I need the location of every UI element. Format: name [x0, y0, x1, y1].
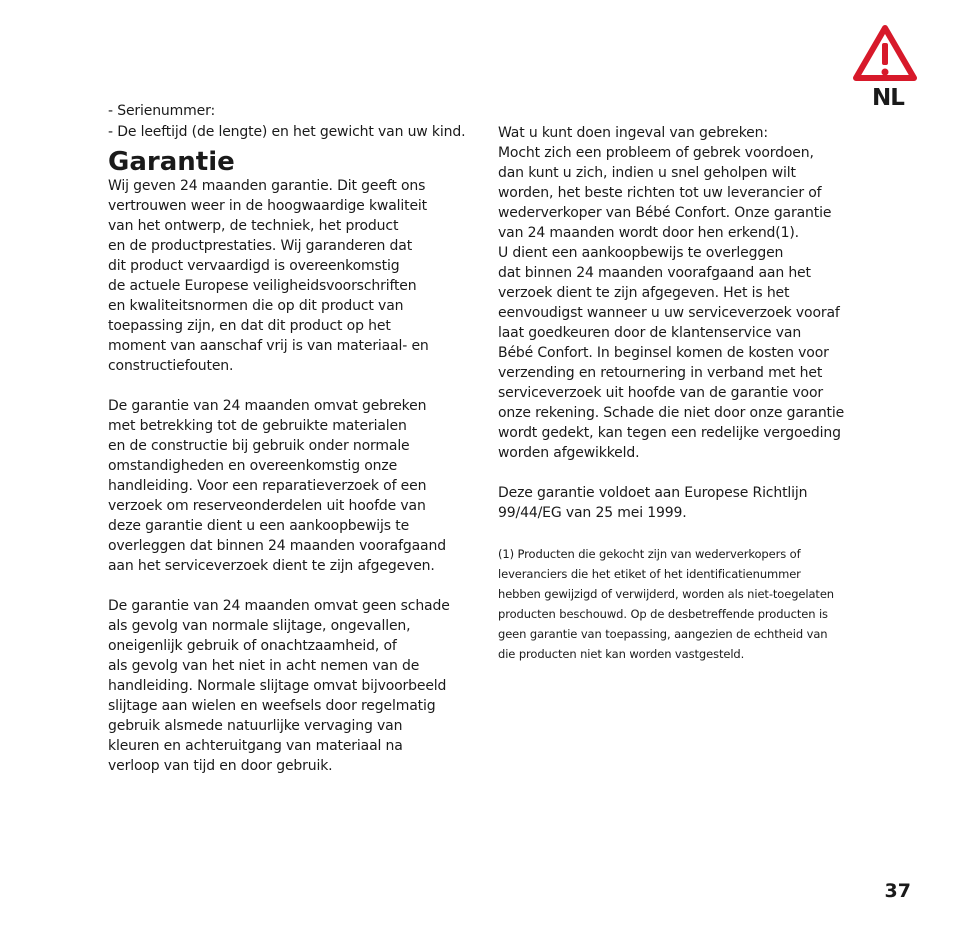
paragraph-line: U dient een aankoopbewijs te overleggen: [498, 245, 784, 261]
footnote-line: hebben gewijzigd of verwijderd, worden als niet-toegelaten: [498, 587, 834, 601]
paragraph-line: dat binnen 24 maanden voorafgaand aan het: [498, 265, 811, 281]
paragraph-line: Wij geven 24 maanden garantie. Dit geeft ons: [108, 178, 426, 194]
paragraph-line: dan kunt u zich, indien u snel geholpen wilt: [498, 165, 796, 181]
paragraph-line: aan het serviceverzoek dient te zijn afgegeven.: [108, 558, 435, 574]
paragraph-line: vertrouwen weer in de hoogwaardige kwaliteit: [108, 198, 427, 214]
paragraph-line: handleiding. Normale slijtage omvat bijvoorbeeld: [108, 678, 447, 694]
paragraph-line: wederverkoper van Bébé Confort. Onze garantie: [498, 205, 832, 221]
paragraph-line: worden afgewikkeld.: [498, 445, 640, 461]
paragraph-line: met betrekking tot de gebruikte materialen: [108, 418, 407, 434]
language-code: NL: [872, 85, 904, 111]
paragraph-line: De garantie van 24 maanden omvat geen schade: [108, 598, 450, 614]
paragraph-line: wordt gedekt, kan tegen een redelijke vergoeding: [498, 425, 841, 441]
paragraph-line: verzoek dient te zijn afgegeven. Het is het: [498, 285, 790, 301]
footnote-line: leveranciers die het etiket of het identificatienummer: [498, 567, 801, 581]
paragraph-line: toepassing zijn, en dat dit product op het: [108, 318, 391, 334]
paragraph-line: de actuele Europese veiligheidsvoorschriften: [108, 278, 417, 294]
footnote-line: die producten niet kan worden vastgesteld.: [498, 647, 745, 661]
paragraph-line: gebruik alsmede natuurlijke vervaging van: [108, 718, 403, 734]
paragraph-line: De garantie van 24 maanden omvat gebreken: [108, 398, 427, 414]
paragraph-line: serviceverzoek uit hoofde van de garantie voor: [498, 385, 823, 401]
paragraph-line: verzending en retournering in verband met het: [498, 365, 823, 381]
paragraph-line: dit product vervaardigd is overeenkomstig: [108, 258, 400, 274]
paragraph-line: onze rekening. Schade die niet door onze garantie: [498, 405, 845, 421]
paragraph-line: en kwaliteitsnormen die op dit product van: [108, 298, 404, 314]
footnote-line: producten beschouwd. Op de desbetreffende producten is: [498, 607, 828, 621]
paragraph-line: worden, het beste richten tot uw leverancier of: [498, 185, 822, 201]
section-title: Garantie: [108, 147, 235, 177]
paragraph-line: Bébé Confort. In beginsel komen de kosten voor: [498, 345, 829, 361]
paragraph-line: constructiefouten.: [108, 358, 234, 374]
list-item: - De leeftijd (de lengte) en het gewicht van uw kind.: [108, 124, 466, 140]
paragraph-line: Deze garantie voldoet aan Europese Richtlijn: [498, 485, 808, 501]
paragraph-line: slijtage aan wielen en weefsels door regelmatig: [108, 698, 436, 714]
paragraph-line: Wat u kunt doen ingeval van gebreken:: [498, 125, 768, 141]
paragraph-line: handleiding. Voor een reparatieverzoek of een: [108, 478, 427, 494]
paragraph-line: als gevolg van normale slijtage, ongevallen,: [108, 618, 411, 634]
paragraph-line: eenvoudigst wanneer u uw serviceverzoek vooraf: [498, 305, 840, 321]
paragraph-line: oneigenlijk gebruik of onachtzaamheid, of: [108, 638, 397, 654]
footnote-line: geen garantie van toepassing, aangezien de echtheid van: [498, 627, 828, 641]
footnote-line: (1) Producten die gekocht zijn van wederverkopers of: [498, 547, 801, 561]
paragraph-line: kleuren en achteruitgang van materiaal na: [108, 738, 403, 754]
paragraph-line: en de productprestaties. Wij garanderen dat: [108, 238, 413, 254]
paragraph-line: als gevolg van het niet in acht nemen van de: [108, 658, 420, 674]
paragraph-line: Mocht zich een probleem of gebrek voordoen,: [498, 145, 814, 161]
paragraph-line: overleggen dat binnen 24 maanden voorafgaand: [108, 538, 446, 554]
list-item: - Serienummer:: [108, 103, 216, 119]
paragraph-line: en de constructie bij gebruik onder normale: [108, 438, 410, 454]
paragraph-line: van het ontwerp, de techniek, het product: [108, 218, 399, 234]
paragraph-line: deze garantie dient u een aankoopbewijs te: [108, 518, 410, 534]
paragraph-line: verloop van tijd en door gebruik.: [108, 758, 333, 774]
paragraph-line: laat goedkeuren door de klantenservice van: [498, 325, 802, 341]
paragraph-line: omstandigheden en overeenkomstig onze: [108, 458, 398, 474]
paragraph-line: van 24 maanden wordt door hen erkend(1).: [498, 225, 799, 241]
page-number: 37: [884, 880, 911, 902]
paragraph-line: verzoek om reserveonderdelen uit hoofde van: [108, 498, 426, 514]
paragraph-line: 99/44/EG van 25 mei 1999.: [498, 505, 687, 521]
paragraph-line: moment van aanschaf vrij is van materiaal- en: [108, 338, 429, 354]
